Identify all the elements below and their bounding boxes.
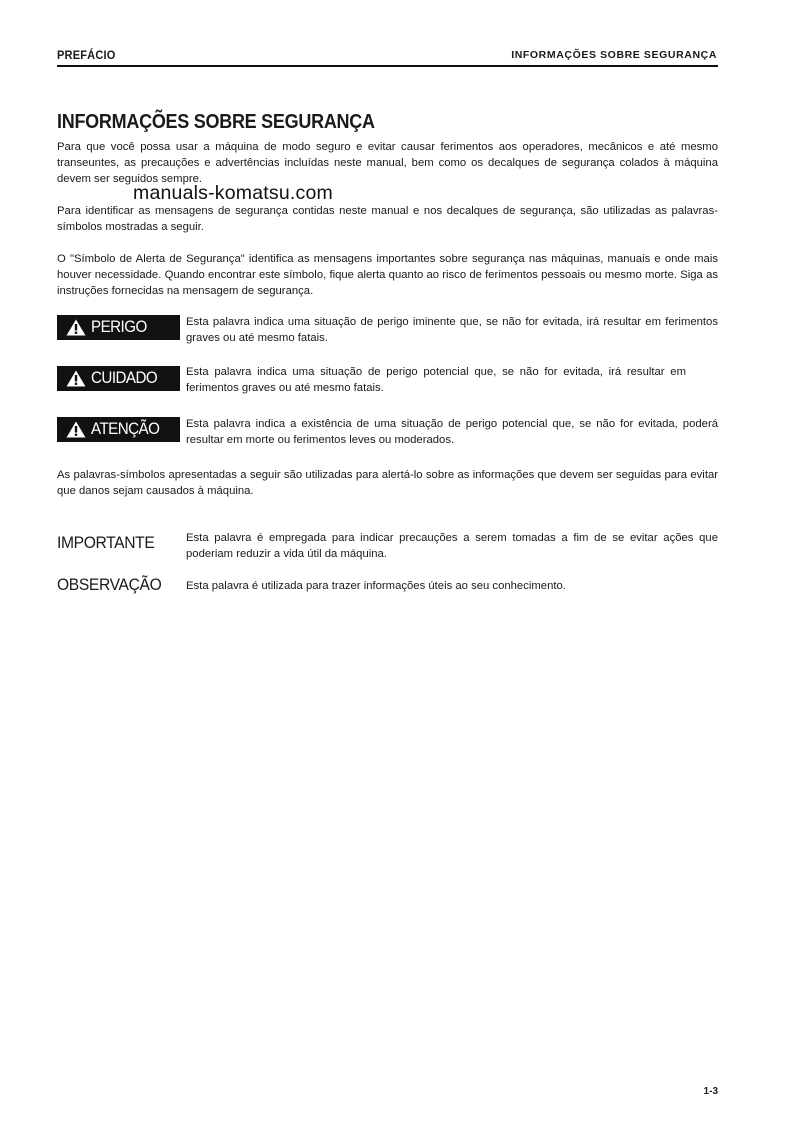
identify-paragraph: Para identificar as mensagens de segurança contidas neste manual e nos decalques de segurança, são utilizadas as palavras-símbolos mostradas a seguir. [57,205,718,234]
warning-triangle-icon [66,370,86,387]
watermark: manuals-komatsu.com [133,182,333,204]
signal-badge-label: CUIDADO [91,369,158,387]
header-section-right: INFORMAÇÕES SOBRE SEGURANÇA [511,49,717,61]
signal-description-atencao: Esta palavra indica a existência de uma situação de perigo potencial que, se não for evitada, poderá resultar em morte ou ferimentos leves ou moderados. [186,418,718,447]
warning-triangle-icon [66,421,86,438]
notice-label-importante: IMPORTANTE [57,533,155,552]
header-rule [57,65,718,67]
notice-label-observacao: OBSERVAÇÃO [57,575,162,594]
alert-symbol-paragraph: O "Símbolo de Alerta de Segurança" identifica as mensagens importantes sobre segurança nas máquinas, manuais e onde mais houver necessidade. Quando encontrar este símbolo, fique alerta quanto ao risco de ferimentos pessoais ou mesmo morte. Siga as instruções fornecidas na mensagem de segurança. [57,253,718,298]
signal-badge-label: PERIGO [91,318,147,336]
machine-damage-paragraph: As palavras-símbolos apresentadas a seguir são utilizadas para alertá-lo sobre as informações que devem ser seguidas para evitar que danos sejam causados à máquina. [57,469,718,498]
warning-triangle-icon [66,319,86,336]
signal-badge-cuidado [57,366,180,391]
signal-description-perigo: Esta palavra indica uma situação de perigo iminente que, se não for evitada, irá resultar em ferimentos graves ou até mesmo fatais. [186,316,718,345]
signal-description-cuidado: Esta palavra indica uma situação de perigo potencial que, se não for evitada, irá resultar em ferimentos graves ou até mesmo fatais. [186,366,686,395]
page-number: 1-3 [703,1086,718,1097]
notice-description-importante: Esta palavra é empregada para indicar precauções a serem tomadas a fim de se evitar ações que poderiam reduzir a vida útil da máquina. [186,532,718,561]
signal-badge-perigo [57,315,180,340]
header-section-left: PREFÁCIO [57,48,116,62]
signal-badge-atencao [57,417,180,442]
notice-description-observacao: Esta palavra é utilizada para trazer informações úteis ao seu conhecimento. [186,580,566,592]
intro-paragraph: Para que você possa usar a máquina de modo seguro e evitar causar ferimentos aos operadores, mecânicos e até mesmo transeuntes, as precauções e advertências incluídas neste manual, bem como os decalques de segurança colados à máquina devem ser seguidos sempre. [57,141,718,186]
page-title: INFORMAÇÕES SOBRE SEGURANÇA [57,111,375,133]
signal-badge-label: ATENÇÃO [91,420,160,438]
